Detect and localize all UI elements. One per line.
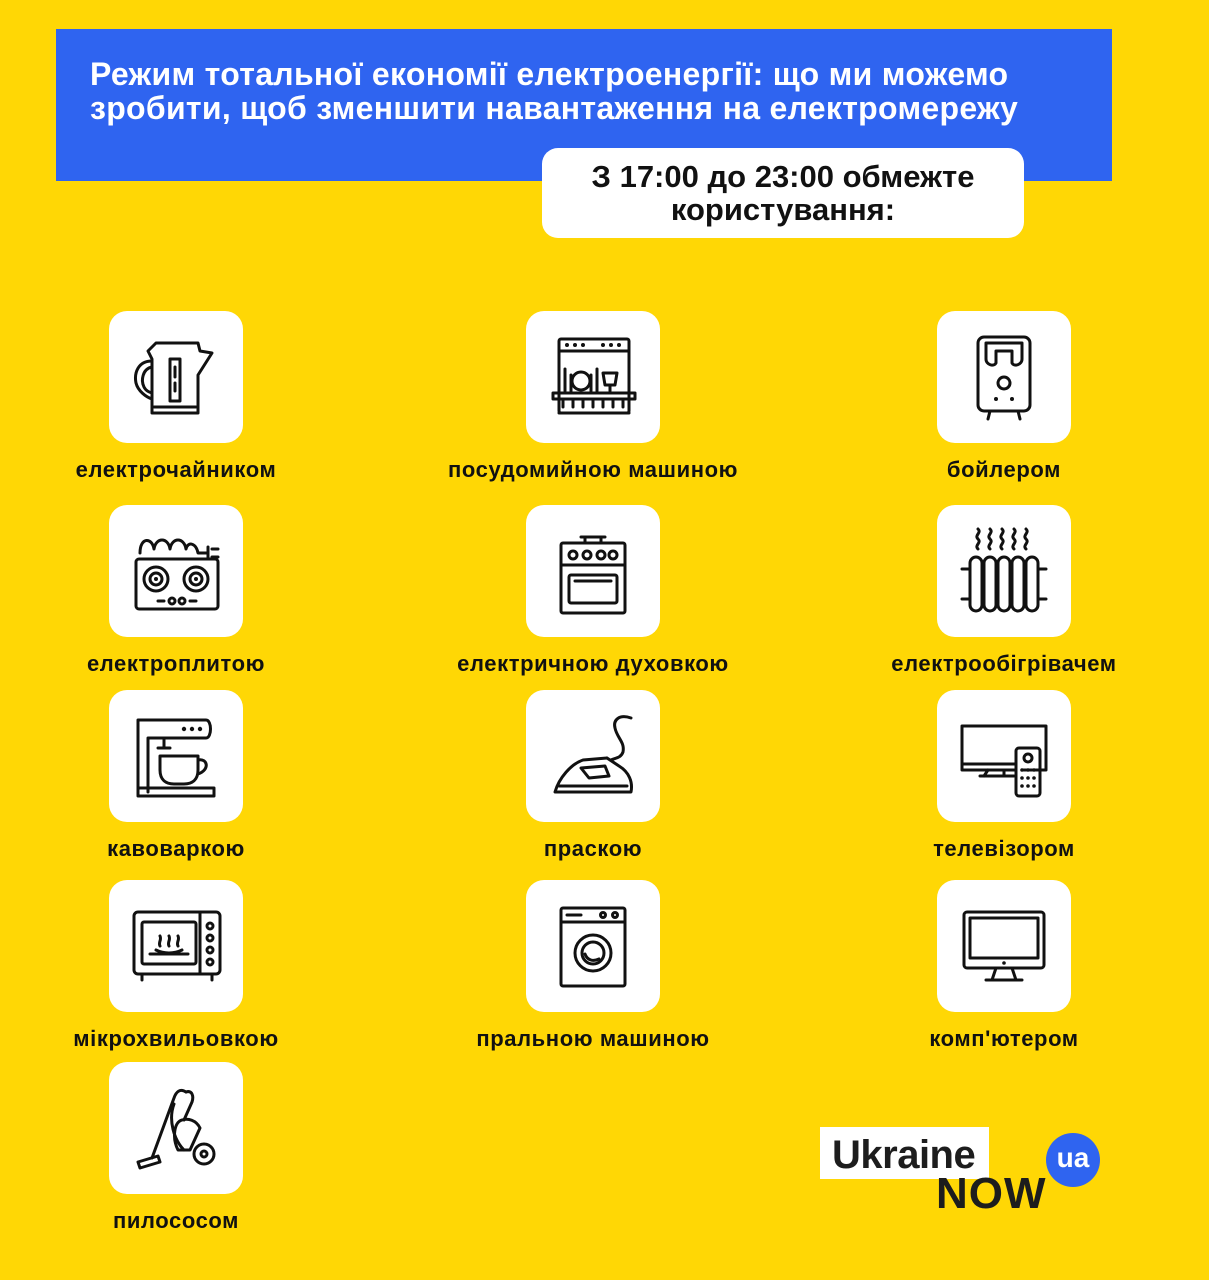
appliance-label: електричною духовкою [457, 651, 729, 676]
electric-stove-icon [128, 523, 224, 619]
heater-tile [937, 505, 1071, 637]
stove-tile [109, 505, 243, 637]
vacuum-tile [109, 1062, 243, 1194]
dishwasher-tile [526, 311, 660, 443]
tv-icon [956, 708, 1052, 804]
oven-icon [545, 523, 641, 619]
page-title: Режим тотальної економії електроенергії: що ми можемо зробити, щоб зменшити навантаження на електромережу [90, 56, 1019, 126]
oven-tile [526, 505, 660, 637]
appliance-label: бойлером [946, 457, 1062, 482]
logo-word-ukraine: Ukraine [820, 1127, 989, 1179]
iron-tile [526, 690, 660, 822]
dishwasher-icon [545, 329, 641, 425]
tv-tile [937, 690, 1071, 822]
appliance-label: електрочайником [75, 457, 277, 482]
appliance-label: праскою [543, 836, 643, 861]
appliance-label: посудомийною машиною [447, 457, 739, 482]
appliance-label: електроплитою [86, 651, 266, 676]
appliance-label: пилососом [112, 1208, 240, 1233]
washing-machine-icon [545, 898, 641, 994]
iron-icon [545, 708, 641, 804]
microwave-icon [128, 898, 224, 994]
appliance-label: кавоваркою [107, 836, 245, 861]
boiler-tile [937, 311, 1071, 443]
kettle-tile [109, 311, 243, 443]
boiler-icon [956, 329, 1052, 425]
computer-tile [937, 880, 1071, 1012]
kettle-icon [128, 329, 224, 425]
microwave-tile [109, 880, 243, 1012]
heater-icon [956, 523, 1052, 619]
coffee-maker-icon [128, 708, 224, 804]
time-notice: З 17:00 до 23:00 обмежте користування: [542, 148, 1024, 238]
logo-ua-badge: ua [1046, 1133, 1100, 1187]
ukraine-now-logo [820, 1127, 1110, 1217]
logo-word-now: NOW [936, 1169, 1047, 1218]
appliance-label: пральною машиною [476, 1026, 710, 1051]
appliance-label: мікрохвильовкою [73, 1026, 279, 1051]
washing-machine-tile [526, 880, 660, 1012]
coffee-maker-tile [109, 690, 243, 822]
appliance-label: електрообігрівачем [891, 651, 1117, 676]
appliance-label: телевізором [933, 836, 1075, 861]
computer-icon [956, 898, 1052, 994]
vacuum-icon [128, 1080, 224, 1176]
appliance-label: комп'ютером [929, 1026, 1079, 1051]
